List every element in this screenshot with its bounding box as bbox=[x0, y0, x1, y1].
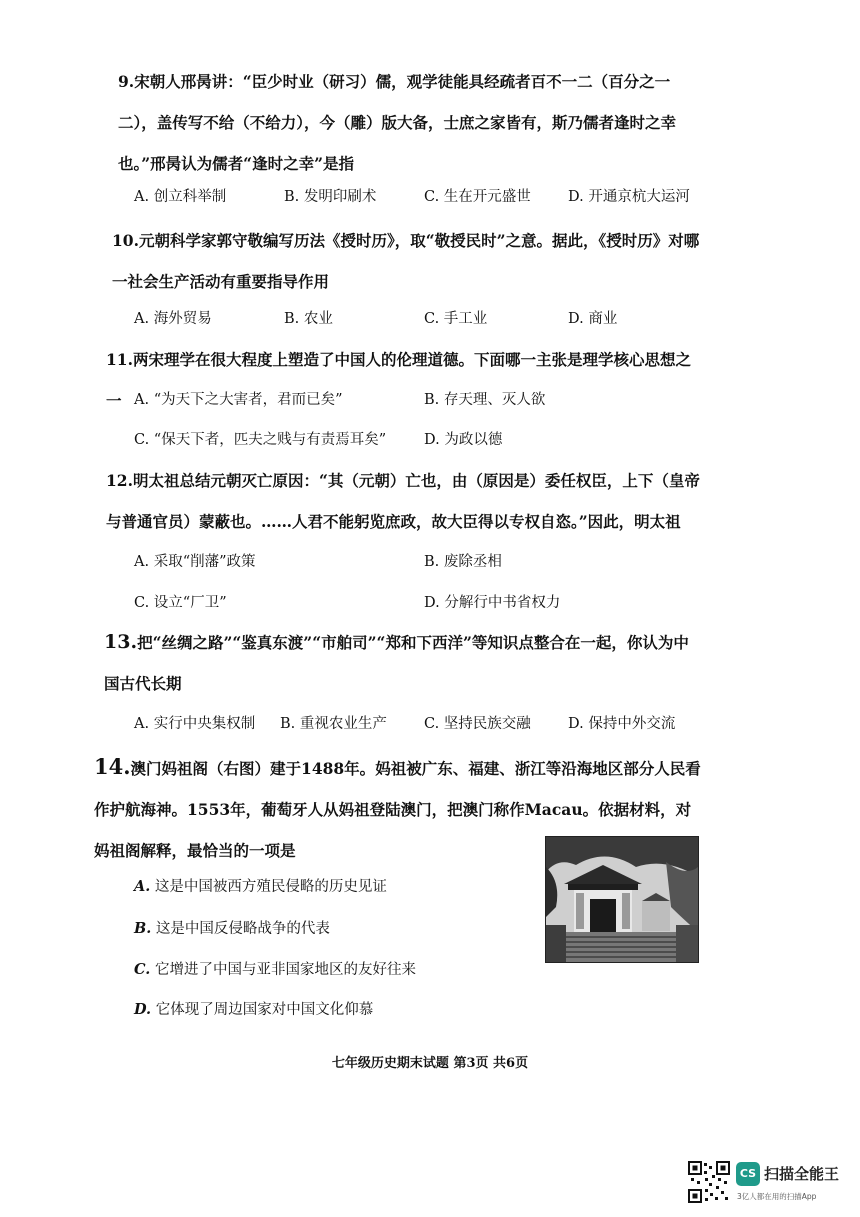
mazu-temple-photo bbox=[545, 836, 699, 963]
question-14-option-d bbox=[134, 998, 373, 1019]
question-14-option-a bbox=[134, 875, 387, 896]
option-c: C. 设立“厂卫” bbox=[134, 595, 227, 611]
option-d: D. 开通京杭大运河 bbox=[568, 189, 690, 205]
option-b: B. 存天理、灭人欲 bbox=[424, 392, 546, 408]
question-number: 9. bbox=[118, 72, 135, 91]
option-c: C. 手工业 bbox=[424, 311, 488, 327]
question-text: 元朝科学家郭守敬编写历法《授时历》，取“敬授民时”之意。据此，《授时历》对哪一社会生产活动有重要指导作用 bbox=[112, 231, 700, 291]
option-d: D. 为政以德 bbox=[424, 432, 503, 448]
question-9-options bbox=[134, 185, 724, 225]
question-text: 宋朝人邢昺讲：“臣少时业（研习）儒，观学徒能具经疏者百不一二（百分之一二），盖传写不给（不给力），今（雕）版大备，士庶之家皆有，斯乃儒者逢时之幸也。”邢昺认为儒者“逢时之幸”是指 bbox=[118, 72, 677, 173]
option-b: B. 重视农业生产 bbox=[280, 716, 387, 732]
question-10-stem bbox=[112, 220, 702, 302]
option-b: B. 发明印刷术 bbox=[284, 189, 377, 205]
camscanner-logo-icon: CS bbox=[736, 1162, 760, 1186]
question-number: 13. bbox=[104, 631, 138, 653]
option-c: C. “保天下者，匹夫之贱与有责焉耳矣” bbox=[134, 432, 387, 448]
option-b: B. 废除丞相 bbox=[424, 554, 502, 570]
option-c: C. 生在开元盛世 bbox=[424, 189, 531, 205]
option-a: A. 创立科举制 bbox=[134, 189, 227, 205]
option-a: A. “为天下之大害者，君而已矣” bbox=[134, 392, 343, 408]
option-letter: B. bbox=[134, 920, 152, 937]
question-text: 澳门妈祖阁（右图）建于1488年。妈祖被广东、福建、浙江等沿海地区部分人民看作护航海神。1553年，葡萄牙人从妈祖登陆澳门，把澳门称作Macau。依据材料，对妈祖阁解释，最恰当的一项是 bbox=[94, 759, 701, 860]
option-text: 这是中国反侵略战争的代表 bbox=[155, 921, 330, 937]
question-13-stem bbox=[104, 622, 702, 704]
option-text: 这是中国被西方殖民侵略的历史见证 bbox=[154, 879, 387, 895]
qr-code-icon bbox=[688, 1161, 730, 1203]
question-12-stem bbox=[106, 460, 702, 542]
question-14-option-b bbox=[134, 917, 330, 938]
question-text: 把“丝绸之路”“鉴真东渡”“市舶司”“郑和下西洋”等知识点整合在一起，你认为中国古代长期 bbox=[104, 633, 689, 693]
question-number: 14. bbox=[94, 754, 131, 779]
option-text: 它增进了中国与亚非国家地区的友好往来 bbox=[154, 962, 416, 978]
option-letter: A. bbox=[134, 878, 151, 895]
option-text: 它体现了周边国家对中国文化仰慕 bbox=[155, 1002, 374, 1018]
question-11-options-row-1 bbox=[134, 388, 724, 428]
temple-illustration bbox=[546, 837, 698, 962]
question-text: 两宋理学在很大程度上塑造了中国人的伦理道德。下面哪一主张是理学核心思想之一 bbox=[106, 350, 691, 410]
option-a: A. 实行中央集权制 bbox=[134, 716, 256, 732]
option-letter: D. bbox=[134, 1001, 152, 1018]
scanner-app-tagline: 3亿人都在用的扫描App bbox=[737, 1192, 817, 1201]
question-number: 11. bbox=[106, 350, 133, 369]
option-d: D. 分解行中书省权力 bbox=[424, 595, 561, 611]
page-footer: 七年级历史期末试题 第3页 共6页 bbox=[331, 1056, 529, 1071]
option-a: A. 海外贸易 bbox=[134, 311, 212, 327]
option-c: C. 坚持民族交融 bbox=[424, 716, 531, 732]
option-a: A. 采取“削藩”政策 bbox=[134, 554, 256, 570]
question-14-option-c bbox=[134, 958, 416, 979]
option-letter: C. bbox=[134, 961, 151, 978]
question-text: 明太祖总结元朝灭亡原因：“其（元朝）亡也，由（原因是）委任权臣，上下（皇帝与普通官员）蒙蔽也。……人君不能躬览庶政，故大臣得以专权自恣。”因此，明太祖 bbox=[106, 471, 700, 531]
question-9-stem bbox=[118, 61, 702, 184]
option-b: B. 农业 bbox=[284, 311, 333, 327]
question-number: 10. bbox=[112, 231, 139, 250]
scanner-app-name: 扫描全能王 bbox=[764, 1165, 840, 1183]
option-d: D. 保持中外交流 bbox=[568, 716, 676, 732]
option-d: D. 商业 bbox=[568, 311, 618, 327]
question-12-options-row-1 bbox=[134, 550, 724, 590]
question-number: 12. bbox=[106, 471, 133, 490]
